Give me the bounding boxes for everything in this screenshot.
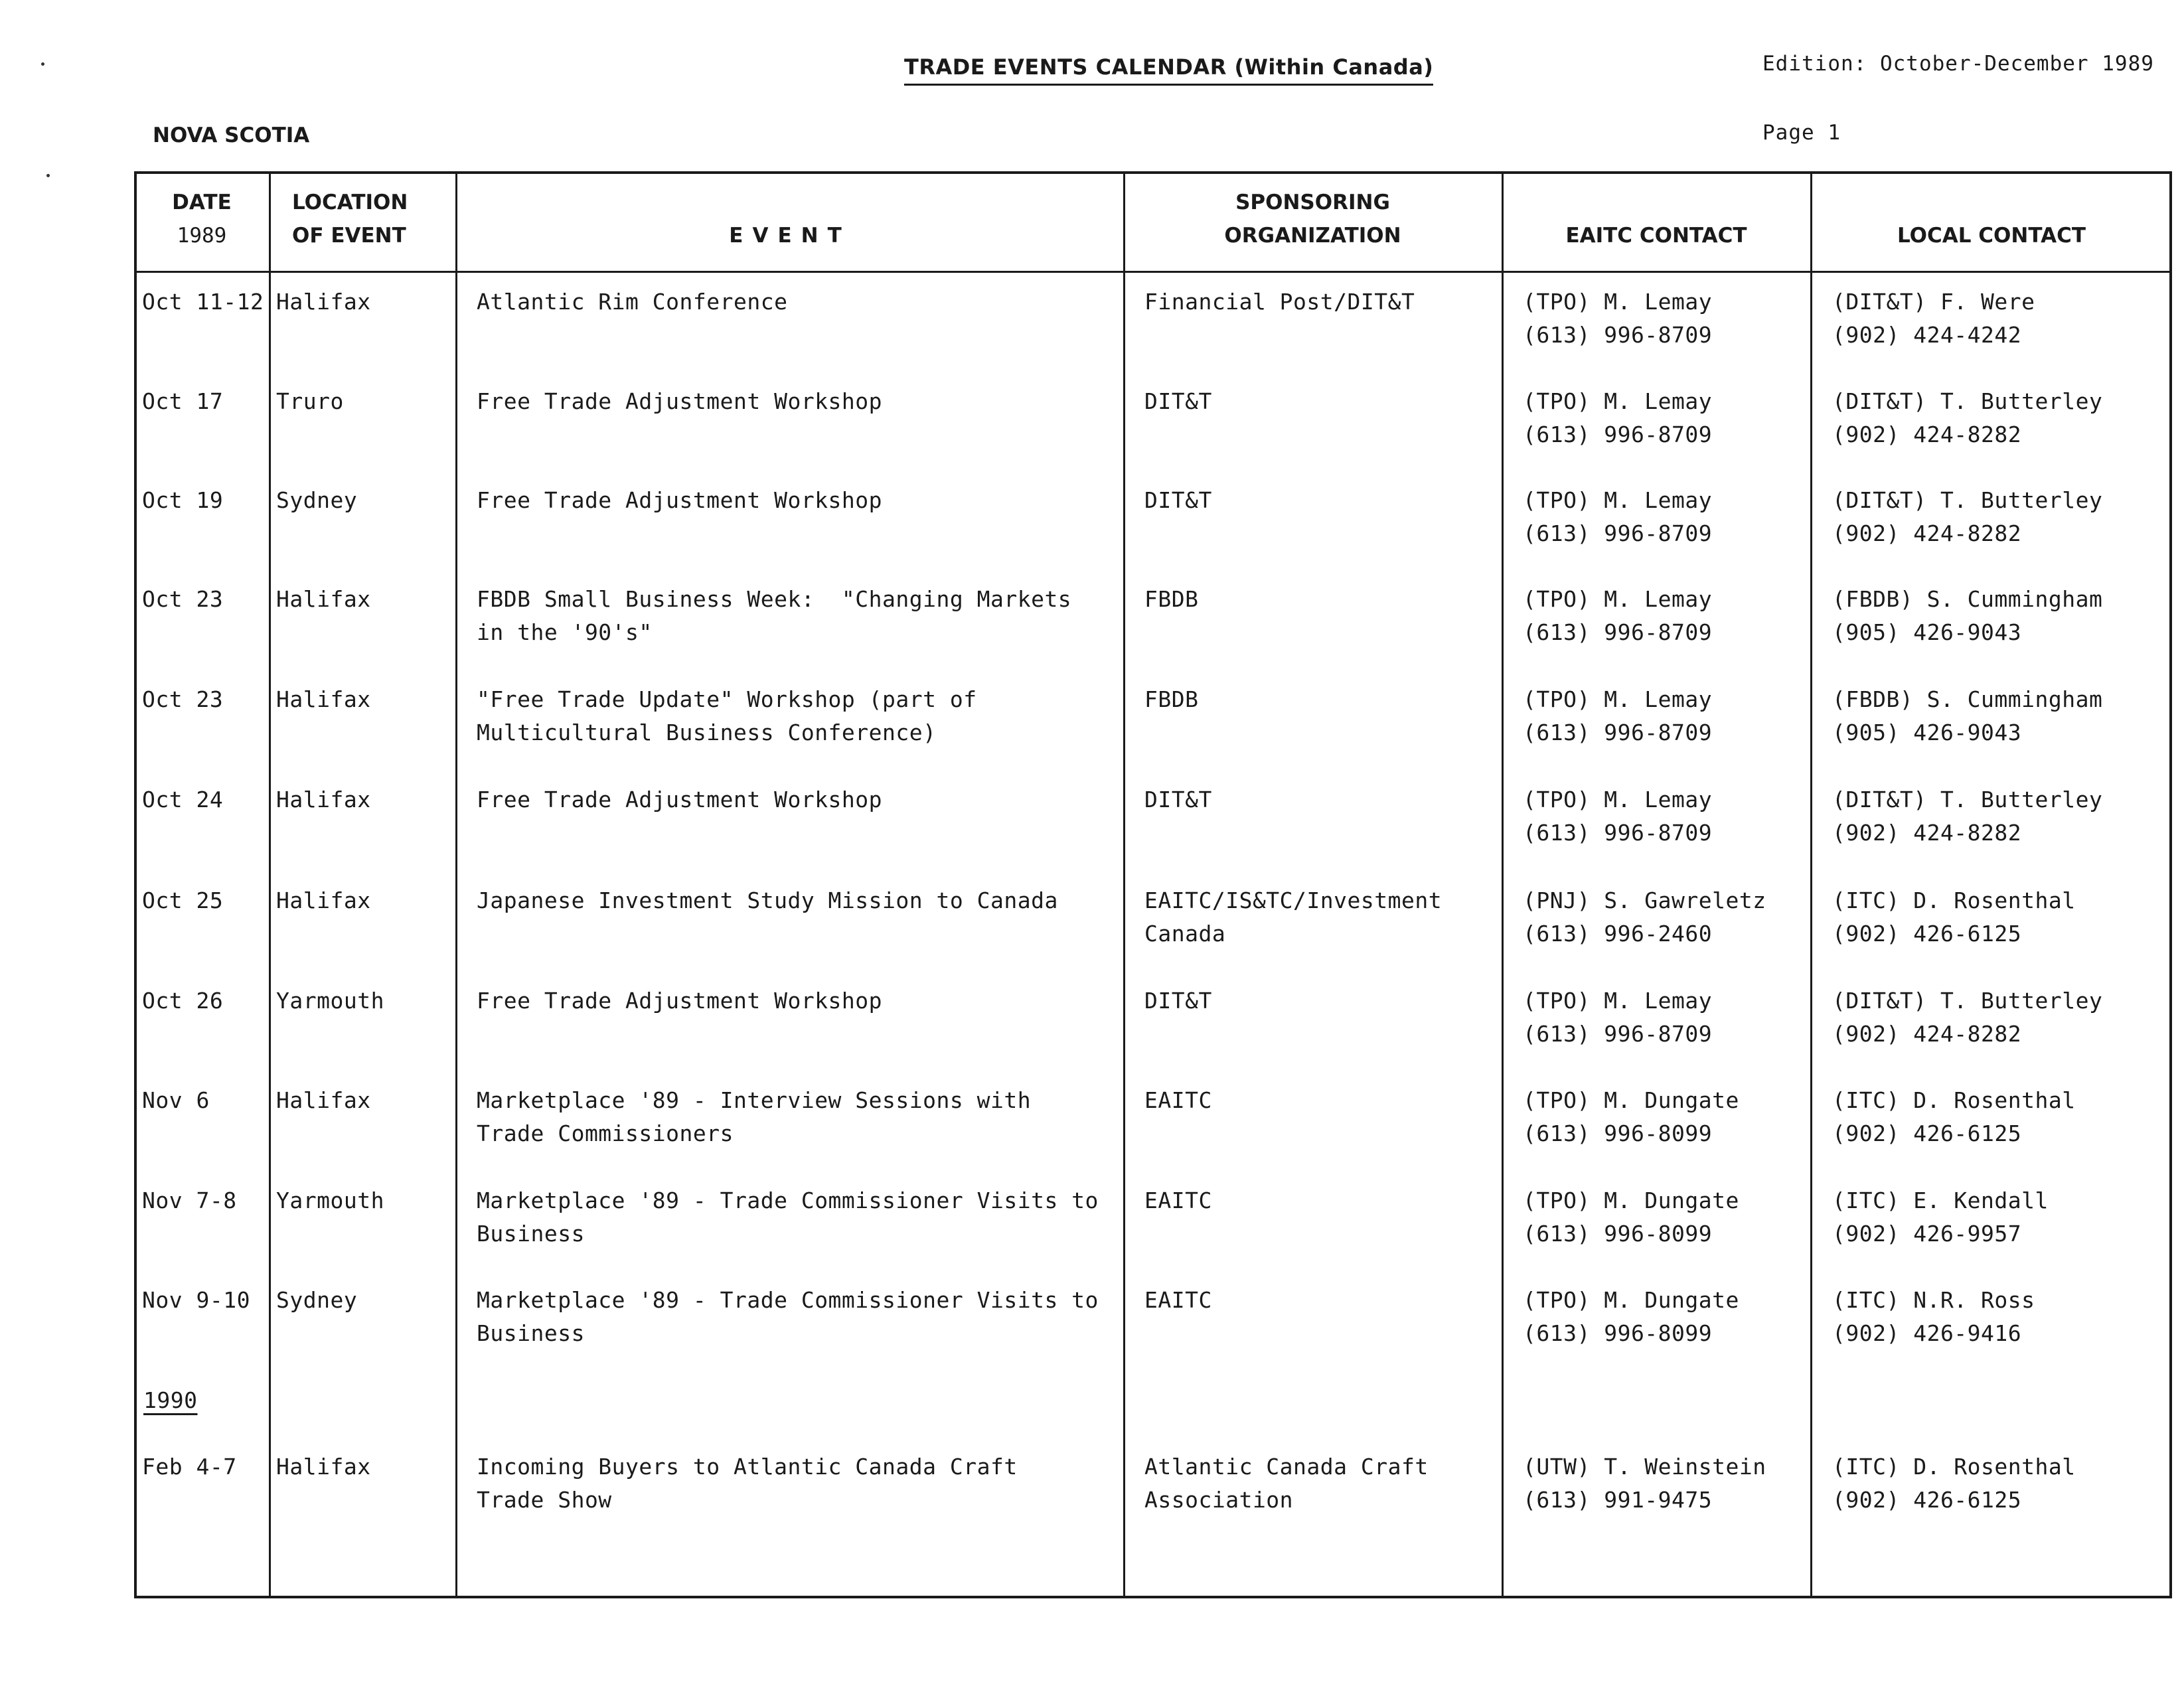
location-cell: Sydney xyxy=(276,487,358,513)
header-divider xyxy=(134,271,2172,273)
sponsor-cell: EAITC xyxy=(1144,1188,1212,1213)
eaitc-contact-cell: (TPO) M. Lemay (613) 996-8709 xyxy=(1523,586,1713,645)
eaitc-contact-cell: (UTW) T. Weinstein (613) 991-9475 xyxy=(1523,1454,1766,1513)
date-cell: Nov 7-8 xyxy=(142,1188,237,1213)
event-cell: Free Trade Adjustment Workshop xyxy=(477,787,883,812)
column-header-location xyxy=(292,186,451,252)
edition-label: Edition: October-December 1989 xyxy=(1762,52,2154,76)
local-contact-cell: (DIT&T) T. Butterley (902) 424-8282 xyxy=(1832,487,2103,546)
location-cell: Truro xyxy=(276,388,344,414)
event-cell: FBDB Small Business Week: "Changing Markets in the '90's" xyxy=(477,586,1072,645)
date-cell: Oct 25 xyxy=(142,887,224,913)
column-header-eaitc-contact: EAITC CONTACT xyxy=(1565,224,1747,248)
eaitc-contact-cell: (TPO) M. Lemay (613) 996-8709 xyxy=(1523,388,1713,447)
eaitc-contact-cell: (TPO) M. Lemay (613) 996-8709 xyxy=(1523,686,1713,745)
local-contact-cell: (ITC) D. Rosenthal (902) 426-6125 xyxy=(1832,1454,2076,1513)
location-cell: Halifax xyxy=(276,289,371,315)
local-contact-cell: (ITC) D. Rosenthal (902) 426-6125 xyxy=(1832,1087,2076,1146)
location-cell: Halifax xyxy=(276,586,371,612)
column-divider xyxy=(1810,171,1812,1598)
page-number: Page 1 xyxy=(1762,121,1841,145)
location-cell: Halifax xyxy=(276,1087,371,1113)
column-divider xyxy=(1123,171,1125,1598)
date-cell: Oct 17 xyxy=(142,388,224,414)
header-text: SPONSORING xyxy=(1235,191,1390,214)
local-contact-cell: (DIT&T) T. Butterley (902) 424-8282 xyxy=(1832,388,2103,447)
header-text: LOCATION xyxy=(292,191,408,214)
year-section-label: 1990 xyxy=(143,1387,198,1413)
date-cell: Oct 19 xyxy=(142,487,224,513)
event-cell: Japanese Investment Study Mission to Canada xyxy=(477,887,1058,913)
date-cell: Nov 9-10 xyxy=(142,1287,250,1313)
event-cell: Marketplace '89 - Trade Commissioner Visits to Business xyxy=(477,1188,1099,1247)
sponsor-cell: DIT&T xyxy=(1144,787,1212,812)
eaitc-contact-cell: (TPO) M. Lemay (613) 996-8709 xyxy=(1523,988,1713,1047)
local-contact-cell: (FBDB) S. Cummingham (905) 426-9043 xyxy=(1832,586,2103,645)
eaitc-contact-cell: (TPO) M. Dungate (613) 996-8099 xyxy=(1523,1087,1739,1146)
column-divider xyxy=(269,171,271,1598)
event-cell: Marketplace '89 - Trade Commissioner Visits to Business xyxy=(477,1287,1099,1346)
date-cell: Nov 6 xyxy=(142,1087,210,1113)
event-cell: Atlantic Rim Conference xyxy=(477,289,788,315)
eaitc-contact-cell: (PNJ) S. Gawreletz (613) 996-2460 xyxy=(1523,887,1766,947)
sponsor-cell: EAITC xyxy=(1144,1087,1212,1113)
date-cell: Oct 26 xyxy=(142,988,224,1014)
sponsor-cell: DIT&T xyxy=(1144,988,1212,1014)
scan-speck xyxy=(41,62,44,66)
location-cell: Halifax xyxy=(276,1454,371,1480)
scan-speck xyxy=(46,174,50,177)
local-contact-cell: (ITC) D. Rosenthal (902) 426-6125 xyxy=(1832,887,2076,947)
event-cell: Incoming Buyers to Atlantic Canada Craft Trade Show xyxy=(477,1454,1018,1513)
column-divider xyxy=(455,171,457,1598)
column-header-local-contact: LOCAL CONTACT xyxy=(1897,224,2086,248)
eaitc-contact-cell: (TPO) M. Dungate (613) 996-8099 xyxy=(1523,1287,1739,1346)
location-cell: Halifax xyxy=(276,787,371,812)
location-cell: Yarmouth xyxy=(276,988,384,1014)
location-cell: Sydney xyxy=(276,1287,358,1313)
sponsor-cell: EAITC xyxy=(1144,1287,1212,1313)
eaitc-contact-cell: (TPO) M. Dungate (613) 996-8099 xyxy=(1523,1188,1739,1247)
event-cell: Free Trade Adjustment Workshop xyxy=(477,388,883,414)
local-contact-cell: (DIT&T) F. Were (902) 424-4242 xyxy=(1832,289,2035,348)
local-contact-cell: (DIT&T) T. Butterley (902) 424-8282 xyxy=(1832,988,2103,1047)
column-header-event: EVENT xyxy=(729,224,851,248)
sponsor-cell: Atlantic Canada Craft Association xyxy=(1144,1454,1429,1513)
header-text: DATE xyxy=(172,191,232,214)
date-cell: Feb 4-7 xyxy=(142,1454,237,1480)
sponsor-cell: FBDB xyxy=(1144,686,1199,712)
sponsor-cell: EAITC/IS&TC/Investment Canada xyxy=(1144,887,1443,947)
location-cell: Halifax xyxy=(276,887,371,913)
local-contact-cell: (ITC) E. Kendall (902) 426-9957 xyxy=(1832,1188,2049,1247)
local-contact-cell: (FBDB) S. Cummingham (905) 426-9043 xyxy=(1832,686,2103,745)
header-text: ORGANIZATION xyxy=(1224,224,1401,248)
date-cell: Oct 23 xyxy=(142,686,224,712)
event-cell: "Free Trade Update" Workshop (part of Multicultural Business Conference) xyxy=(477,686,977,745)
eaitc-contact-cell: (TPO) M. Lemay (613) 996-8709 xyxy=(1523,787,1713,846)
location-cell: Halifax xyxy=(276,686,371,712)
column-header-sponsor xyxy=(1125,186,1500,252)
document-title: TRADE EVENTS CALENDAR (Within Canada) xyxy=(904,54,1433,86)
province-heading: NOVA SCOTIA xyxy=(153,123,310,147)
sponsor-cell: DIT&T xyxy=(1144,487,1212,513)
sponsor-cell: FBDB xyxy=(1144,586,1199,612)
date-cell: Oct 23 xyxy=(142,586,224,612)
event-cell: Marketplace '89 - Interview Sessions with Trade Commissioners xyxy=(477,1087,1032,1146)
event-cell: Free Trade Adjustment Workshop xyxy=(477,487,883,513)
local-contact-cell: (DIT&T) T. Butterley (902) 424-8282 xyxy=(1832,787,2103,846)
sponsor-cell: Financial Post/DIT&T xyxy=(1144,289,1415,315)
eaitc-contact-cell: (TPO) M. Lemay (613) 996-8709 xyxy=(1523,289,1713,348)
local-contact-cell: (ITC) N.R. Ross (902) 426-9416 xyxy=(1832,1287,2035,1346)
column-header-date xyxy=(136,186,268,252)
event-cell: Free Trade Adjustment Workshop xyxy=(477,988,883,1014)
date-cell: Oct 24 xyxy=(142,787,224,812)
eaitc-contact-cell: (TPO) M. Lemay (613) 996-8709 xyxy=(1523,487,1713,546)
column-divider xyxy=(1502,171,1504,1598)
header-text: OF EVENT xyxy=(292,224,406,248)
location-cell: Yarmouth xyxy=(276,1188,384,1213)
date-cell: Oct 11-12 xyxy=(142,289,264,315)
header-year: 1989 xyxy=(177,224,227,248)
sponsor-cell: DIT&T xyxy=(1144,388,1212,414)
